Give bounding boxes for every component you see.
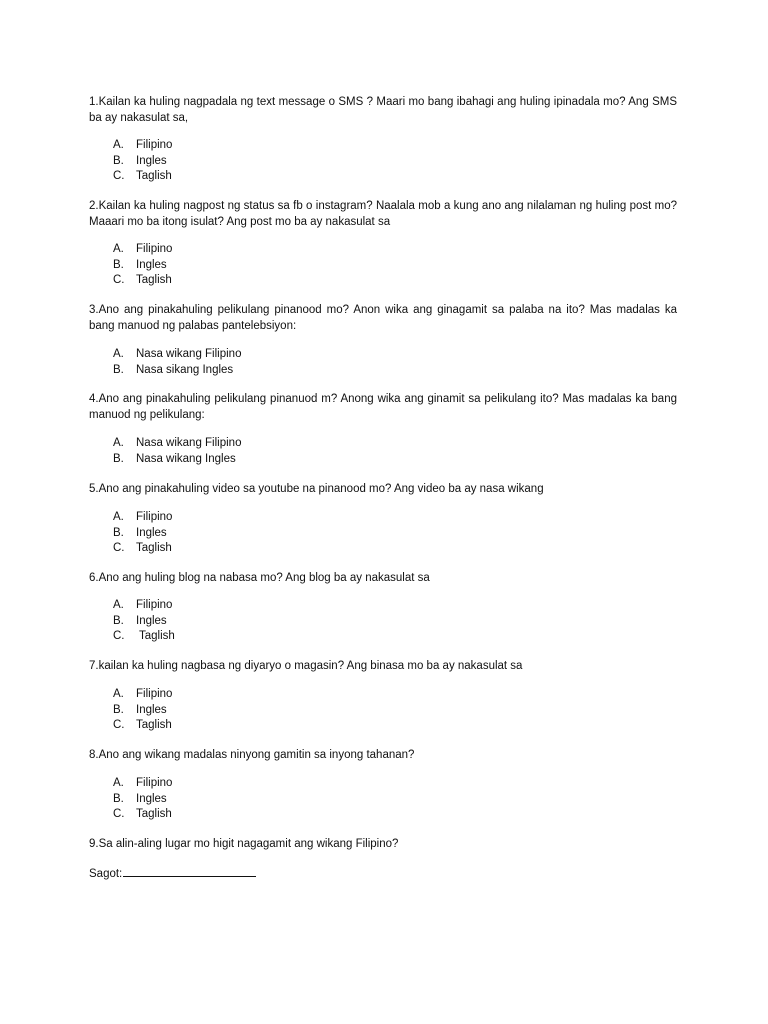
option-text: Filipino (136, 599, 173, 611)
option-text: Taglish (136, 542, 172, 555)
question-6: 6.Ano ang huling blog na nabasa mo? Ang blog ba ay nakasulat sa (89, 572, 430, 584)
option-8c (113, 807, 172, 823)
options-8 (113, 776, 172, 823)
option-letter: B. (113, 526, 124, 539)
question-4: 4.Ano ang pinakahuling pelikulang pinanuod m? Anong wika ang ginamit sa pelikulang ito? Mas madalas ka bang manuod ng pelikulang: (89, 393, 677, 421)
options-3 (113, 347, 241, 378)
question-8: 8.Ano ang wikang madalas ninyong gamitin sa inyong tahanan? (89, 749, 415, 761)
options-7 (113, 687, 172, 734)
options-2 (113, 242, 172, 289)
option-text: Ingles (136, 792, 167, 805)
option-text: Taglish (136, 630, 175, 643)
question-5: 5.Ano ang pinakahuling video sa youtube na pinanood mo? Ang video ba ay nasa wikang (89, 483, 544, 495)
option-2a (113, 242, 172, 258)
option-5b (113, 526, 172, 542)
options-4 (113, 436, 241, 467)
option-6c (113, 629, 175, 645)
option-text: Nasa sikang Ingles (136, 363, 234, 376)
option-8b (113, 792, 172, 808)
option-letter: A. (113, 599, 124, 611)
option-text: Nasa wikang Ingles (136, 452, 236, 465)
option-3b (113, 363, 241, 379)
option-5c (113, 541, 172, 557)
option-text: Filipino (136, 243, 173, 255)
question-1: 1.Kailan ka huling nagpadala ng text message o SMS ? Maari mo bang ibahagi ang huling ipinadala mo? Ang SMS ba ay nakasulat sa, (89, 96, 677, 124)
option-2c (113, 273, 172, 289)
option-4b (113, 452, 241, 468)
option-7c (113, 718, 172, 734)
answer-blank[interactable] (123, 865, 256, 877)
options-5 (113, 510, 172, 557)
option-text: Filipino (136, 688, 173, 700)
option-text: Filipino (136, 777, 173, 789)
option-letter: B. (113, 792, 124, 805)
option-letter: B. (113, 154, 124, 167)
option-8a (113, 776, 172, 792)
option-letter: B. (113, 452, 124, 465)
option-text: Nasa wikang Filipino (136, 437, 242, 449)
option-letter: C. (113, 170, 125, 183)
option-text: Ingles (136, 614, 167, 627)
option-text: Taglish (136, 808, 172, 821)
option-letter: C. (113, 630, 125, 643)
options-6 (113, 598, 175, 645)
option-letter: C. (113, 808, 125, 821)
option-letter: A. (113, 511, 124, 523)
option-1b (113, 154, 172, 170)
option-6b (113, 614, 175, 630)
option-letter: A. (113, 139, 124, 151)
option-letter: A. (113, 348, 124, 360)
question-7: 7.kailan ka huling nagbasa ng diyaryo o magasin? Ang binasa mo ba ay nakasulat sa (89, 660, 523, 672)
option-letter: A. (113, 688, 124, 700)
option-7a (113, 687, 172, 703)
option-text: Ingles (136, 526, 167, 539)
option-4a (113, 436, 241, 452)
option-text: Taglish (136, 719, 172, 732)
option-text: Nasa wikang Filipino (136, 348, 242, 360)
option-text: Ingles (136, 154, 167, 167)
option-letter: B. (113, 258, 124, 271)
option-2b (113, 258, 172, 274)
option-text: Taglish (136, 170, 172, 183)
option-1c (113, 169, 172, 185)
option-letter: B. (113, 363, 124, 376)
option-6a (113, 598, 175, 614)
option-text: Taglish (136, 274, 172, 287)
question-3: 3.Ano ang pinakahuling pelikulang pinanood mo? Anon wika ang ginagamit sa palaba na ito? Mas madalas ka bang manuod ng palabas pantelebsiyon: (89, 304, 677, 332)
option-letter: A. (113, 777, 124, 789)
question-9: 9.Sa alin-aling lugar mo higit nagagamit ang wikang Filipino? (89, 838, 399, 850)
option-7b (113, 703, 172, 719)
question-2: 2.Kailan ka huling nagpost ng status sa fb o instagram? Naalala mob a kung ano ang nilalaman ng huling post mo? Maaari mo ba itong isulat? Ang post mo ba ay nakasulat sa (89, 200, 677, 228)
answer-line (89, 865, 256, 882)
option-text: Ingles (136, 258, 167, 271)
option-3a (113, 347, 241, 363)
option-letter: C. (113, 719, 125, 732)
option-letter: A. (113, 243, 124, 255)
option-text: Ingles (136, 703, 167, 716)
option-letter: B. (113, 703, 124, 716)
option-1a (113, 138, 172, 154)
options-1 (113, 138, 172, 185)
option-5a (113, 510, 172, 526)
option-letter: B. (113, 614, 124, 627)
option-text: Filipino (136, 139, 173, 151)
option-letter: A. (113, 437, 124, 449)
option-letter: C. (113, 274, 125, 287)
answer-label: Sagot: (89, 868, 123, 880)
option-letter: C. (113, 542, 125, 555)
option-text: Filipino (136, 511, 173, 523)
